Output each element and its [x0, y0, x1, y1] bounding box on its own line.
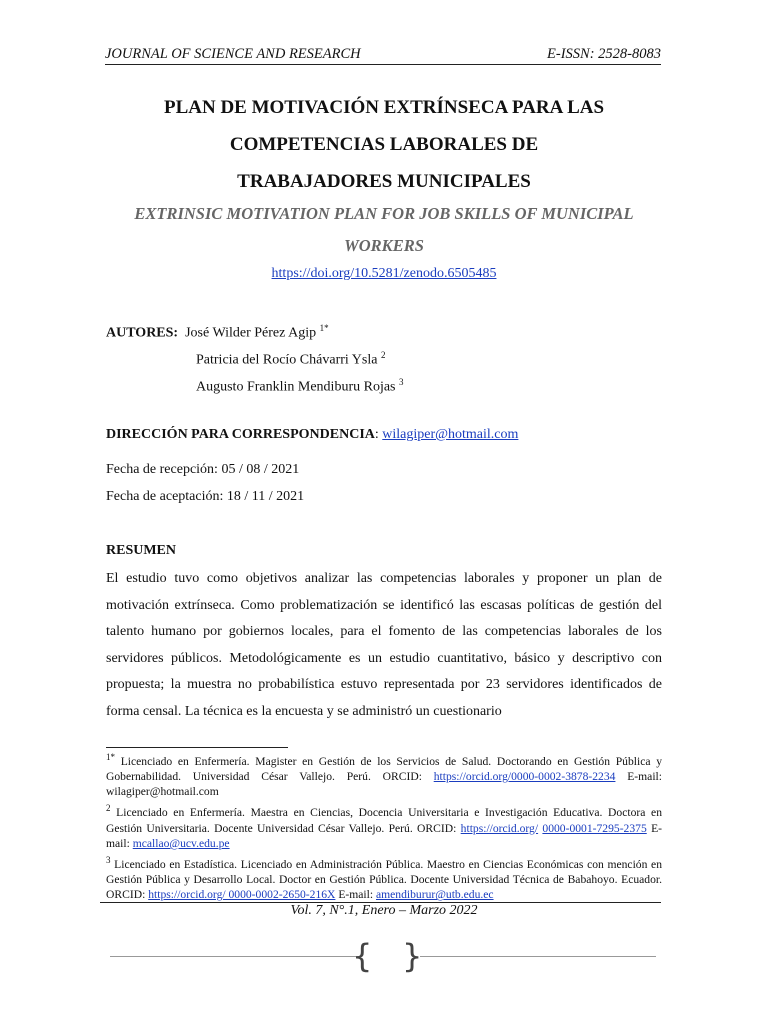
authors-label: AUTORES: — [106, 325, 179, 341]
footnotes — [106, 750, 662, 904]
footnote-1-orcid-link[interactable]: https://orcid.org/0000-0002-3878-2234 — [433, 770, 616, 784]
ornament-rule-left — [110, 956, 358, 957]
footnote-3-email-link[interactable]: amendiburur@utb.edu.ec — [376, 888, 494, 902]
footnote-1-email-label: E-mail: — [615, 770, 662, 784]
author-name-1: José Wilder Pérez Agip — [185, 325, 317, 341]
ornament-rule-right — [420, 956, 656, 957]
footnote-divider — [106, 747, 288, 748]
correspondence-row — [106, 425, 518, 445]
footnote-1-email: wilagiper@hotmail.com — [106, 785, 219, 799]
author-name-3: Augusto Franklin Mendiburu Rojas — [196, 379, 396, 395]
footnote-2 — [106, 801, 662, 850]
journal-header — [105, 44, 661, 65]
author-mark-1: 1* — [319, 323, 329, 333]
correspondence-email-link[interactable]: wilagiper@hotmail.com — [382, 427, 519, 442]
journal-name: JOURNAL OF SCIENCE AND RESEARCH — [105, 46, 361, 62]
left-brace-icon: { — [352, 937, 373, 975]
footnote-2-orcid-link-a[interactable]: https://orcid.org/ — [460, 821, 539, 835]
correspondence-label: DIRECCIÓN PARA CORRESPONDENCIA — [106, 427, 375, 442]
author-mark-3: 3 — [399, 377, 404, 387]
abstract-text: El estudio tuvo como objetivos analizar las competencias laborales y proponer un plan de motivación extrínseca. Como problematización se identificó las escasas políticas de gestión del talento humano por gobiernos locales, para el fomento de las competencias laborales de los servidores públicos. Metodológicamente es un estudio cuantitativo, básico y descriptivo con propuesta; la muestra no probabilística estuvo representada por 23 servidores identificados de forma censal. La técnica es la encuesta y se administró un cuestionario — [106, 571, 662, 719]
footnote-1 — [106, 750, 662, 799]
doi-link[interactable]: https://doi.org/10.5281/zenodo.6505485 — [271, 266, 497, 281]
abstract-heading: RESUMEN — [106, 543, 177, 558]
right-brace-icon: } — [402, 937, 423, 975]
footnote-2-orcid-link-b[interactable]: 0000-0001-7295-2375 — [542, 821, 647, 835]
article-subtitle — [100, 198, 668, 262]
accepted-date: Fecha de aceptación: 18 / 11 / 2021 — [106, 489, 305, 504]
footnote-1-mark: 1* — [106, 752, 115, 762]
footnote-3-email-label: E-mail: — [335, 888, 376, 902]
footnote-2-email-label: E-mail: — [106, 821, 663, 850]
author-mark-2: 2 — [380, 350, 386, 360]
footnote-3 — [106, 853, 662, 902]
author-row-1 — [106, 318, 329, 344]
footnote-3-orcid-link[interactable]: https://orcid.org/ 0000-0002-2650-216X — [148, 888, 336, 902]
doi-block — [0, 264, 768, 284]
footnote-3-text: Licenciado en Estadística. Licenciado en Administración Pública. Maestro en Ciencias Económicas con mención en Gestión Pública y Desarrollo Local. Doctor en Gestión Pública. Docente Universidad Técnica de Babahoyo. Ecuador. ORCID: — [106, 857, 662, 902]
issue-footer: Vol. 7, N°.1, Enero – Marzo 2022 — [290, 903, 478, 918]
title-line-1: PLAN DE MOTIVACIÓN EXTRÍNSECA PARA LAS — [163, 97, 605, 118]
title-line-2: COMPETENCIAS LABORALES DE — [229, 134, 539, 155]
footnote-2-email-link[interactable]: mcallao@ucv.edu.pe — [132, 836, 230, 850]
title-line-3: TRABAJADORES MUNICIPALES — [237, 171, 531, 192]
correspondence-separator: : — [374, 427, 379, 442]
subtitle-line-1: EXTRINSIC MOTIVATION PLAN FOR JOB SKILLS OF MUNICIPAL — [134, 204, 634, 223]
article-title — [90, 89, 678, 200]
journal-issn: E-ISSN: 2528-8083 — [547, 46, 661, 62]
footnote-2-text: Licenciado en Enfermería. Maestra en Ciencias, Docencia Universitaria e Investigación Educativa. Doctora en Gestión Universitaria. Docente Universidad César Vallejo. Perú. ORCID: — [106, 806, 662, 835]
subtitle-line-2: WORKERS — [344, 236, 424, 255]
author-row-3 — [196, 372, 404, 398]
received-date: Fecha de recepción: 05 / 08 / 2021 — [106, 462, 300, 477]
author-name-2: Patricia del Rocío Chávarri Ysla — [196, 352, 378, 368]
footnote-1-text: Licenciado en Enfermería. Magister en Gestión de los Servicios de Salud. Doctorando en Gestión Pública y Gobernabilidad. Universidad César Vallejo. Perú. ORCID: — [106, 754, 662, 784]
abstract-body — [106, 566, 662, 725]
footnote-3-mark: 3 — [106, 854, 111, 865]
author-row-2 — [196, 345, 385, 371]
footnote-2-mark: 2 — [106, 803, 111, 814]
